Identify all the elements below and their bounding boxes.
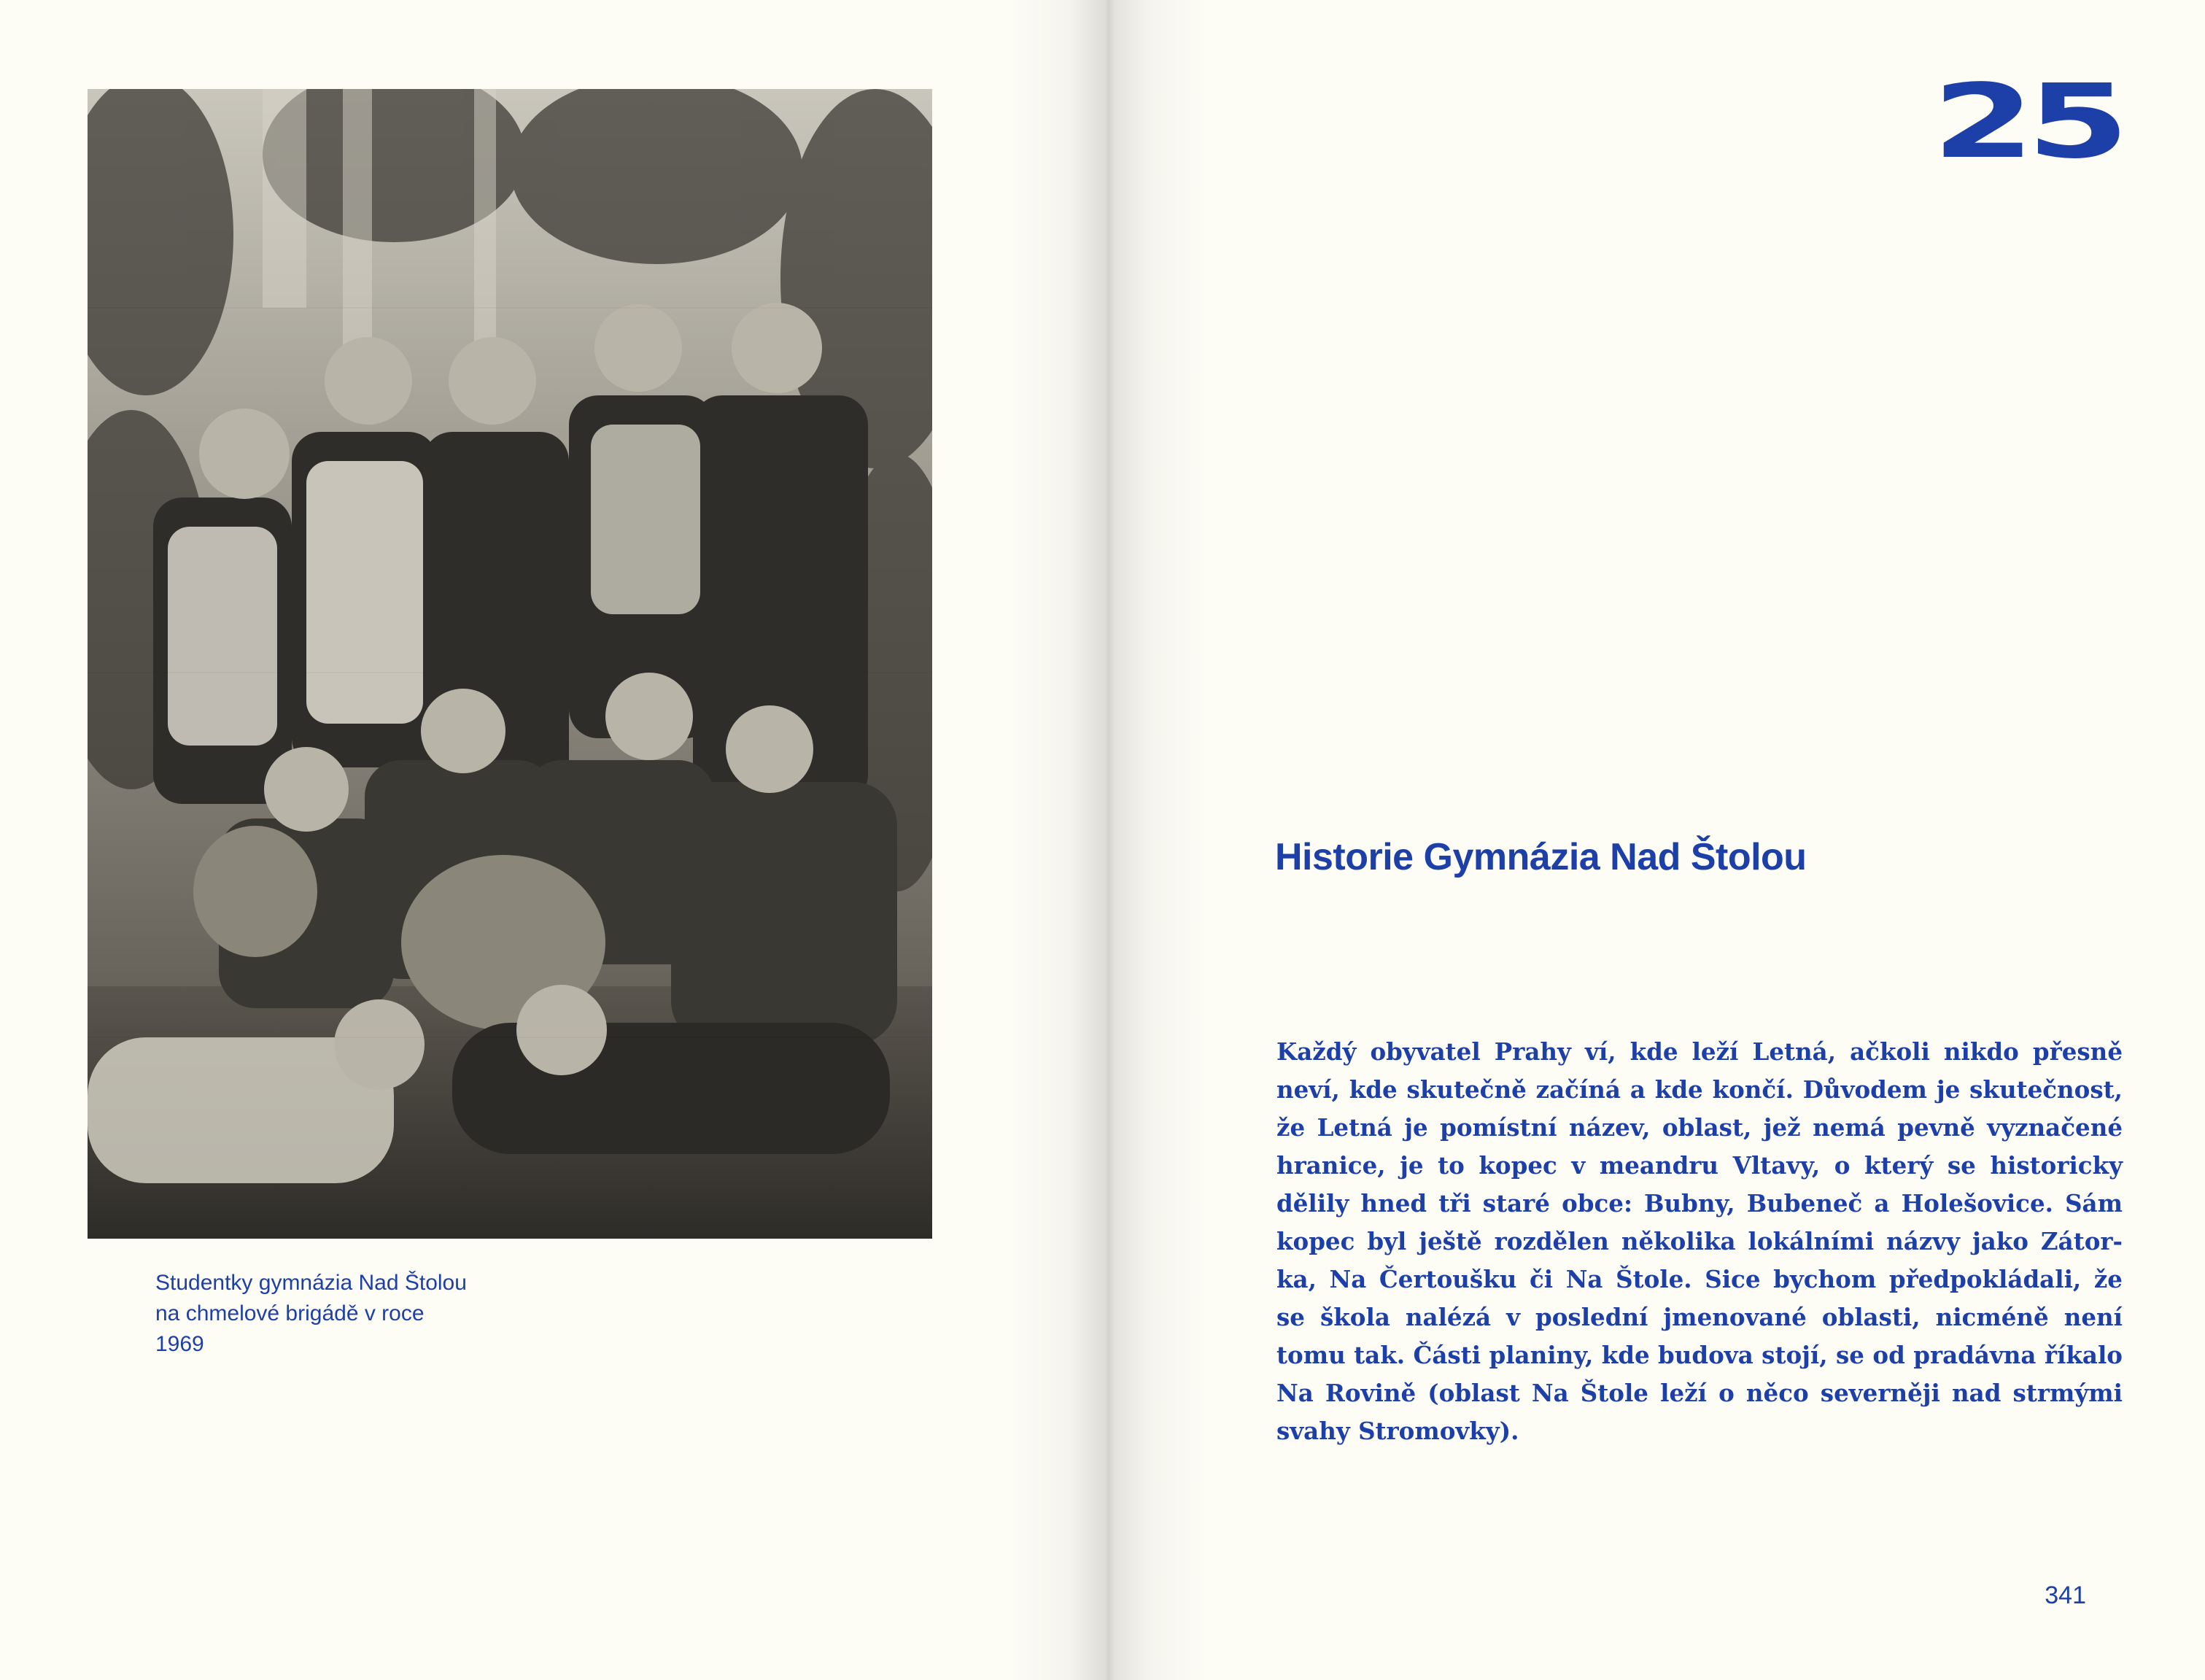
photo-caption (155, 1268, 535, 1360)
body-line: kopec byl ještě rozdělen několika lokálními názvy jako Zátor- (1276, 1227, 2123, 1255)
group-photo (88, 89, 932, 1239)
body-line: ka, Na Čertoušku či Na Štole. Sice bychom předpokládali, že (1276, 1265, 2123, 1293)
body-line: Na Rovině (oblast Na Štole leží o něco severněji nad strmými (1276, 1379, 2123, 1407)
caption-line: na chmelové brigádě v roce (155, 1301, 425, 1325)
section-heading: Historie Gymnázia Nad Štolou (1275, 836, 1807, 878)
body-line: neví, kde skutečně začíná a kde končí. Důvodem je skutečnost, (1276, 1075, 2123, 1104)
body-line: dělily hned tři staré obce: Bubny, Bubeneč a Holešovice. Sám (1276, 1189, 2123, 1218)
body-line: hranice, je to kopec v meandru Vltavy, o který se historicky (1276, 1151, 2123, 1180)
body-line: tomu tak. Části planiny, kde budova stojí, se od pradávna říkalo (1276, 1341, 2123, 1369)
body-line: se škola nalézá v poslední jmenované oblasti, nicméně není (1276, 1303, 2123, 1331)
chapter-number: 25 (1931, 63, 2121, 182)
left-page (0, 0, 1102, 1680)
body-line: Každý obyvatel Prahy ví, kde leží Letná, ačkoli nikdo přesně (1276, 1037, 2123, 1066)
page-number: 341 (2045, 1582, 2086, 1609)
body-line: že Letná je pomístní název, oblast, jež nemá pevně vyznačené (1276, 1113, 2123, 1142)
body-paragraph (1276, 1033, 2123, 1450)
caption-line: 1969 (155, 1332, 204, 1356)
body-line: svahy Stromovky). (1276, 1417, 1519, 1445)
caption-line: Studentky gymnázia Nad Štolou (155, 1271, 467, 1295)
photo-illustration (88, 89, 932, 1239)
